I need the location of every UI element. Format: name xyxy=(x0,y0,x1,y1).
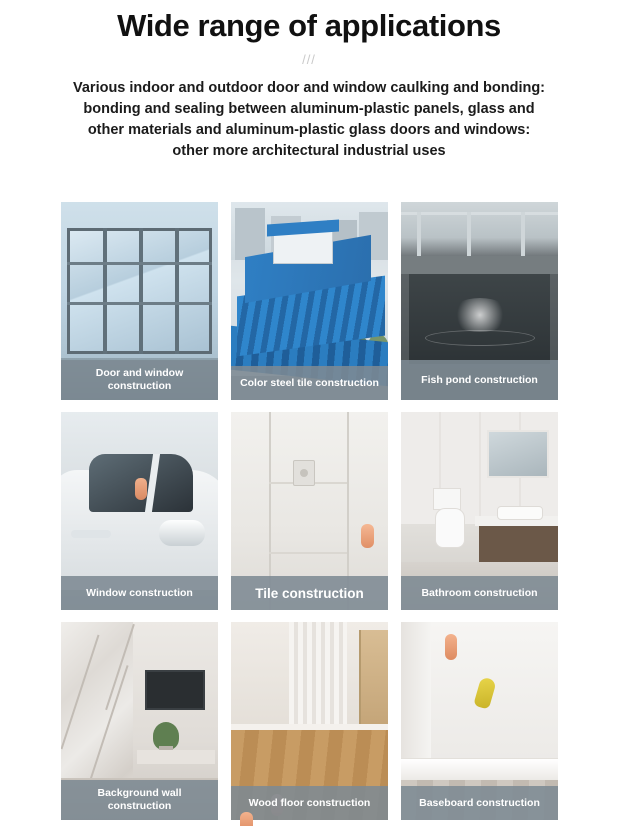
page-title: Wide range of applications xyxy=(117,8,501,43)
gallery-caption: Window construction xyxy=(61,576,218,610)
gallery-caption: Baseboard construction xyxy=(401,786,558,820)
gallery-item xyxy=(231,412,388,610)
gallery-caption: Wood floor construction xyxy=(231,786,388,820)
gallery-item xyxy=(61,202,218,400)
gallery-item xyxy=(231,202,388,400)
caulk-nozzle-icon xyxy=(445,634,457,660)
gallery-item xyxy=(61,622,218,820)
divider-ornament: /// xyxy=(302,52,316,67)
application-gallery xyxy=(61,202,557,820)
gallery-caption: Color steel tile construction xyxy=(231,366,388,400)
gallery-item xyxy=(401,202,558,400)
gallery-caption: Tile construction xyxy=(231,576,388,610)
gallery-item xyxy=(231,622,388,820)
gallery-caption: Bathroom construction xyxy=(401,576,558,610)
gallery-item xyxy=(401,622,558,820)
gallery-item xyxy=(61,412,218,610)
gallery-item xyxy=(401,412,558,610)
caulk-nozzle-icon xyxy=(361,524,374,548)
gallery-caption: Fish pond construction xyxy=(401,360,558,400)
gallery-caption: Background wall construction xyxy=(61,780,218,820)
page-subtitle: Various indoor and outdoor door and window caulking and bonding: bonding and sealing between aluminum-plastic panels, glass and other materials and aluminum-plastic glass doors and windows: other more architectural industrial uses xyxy=(72,80,546,159)
caulk-nozzle-icon xyxy=(240,812,253,826)
caulk-nozzle-icon xyxy=(135,478,147,500)
application-page xyxy=(0,6,618,826)
gallery-caption: Door and window construction xyxy=(61,360,218,400)
